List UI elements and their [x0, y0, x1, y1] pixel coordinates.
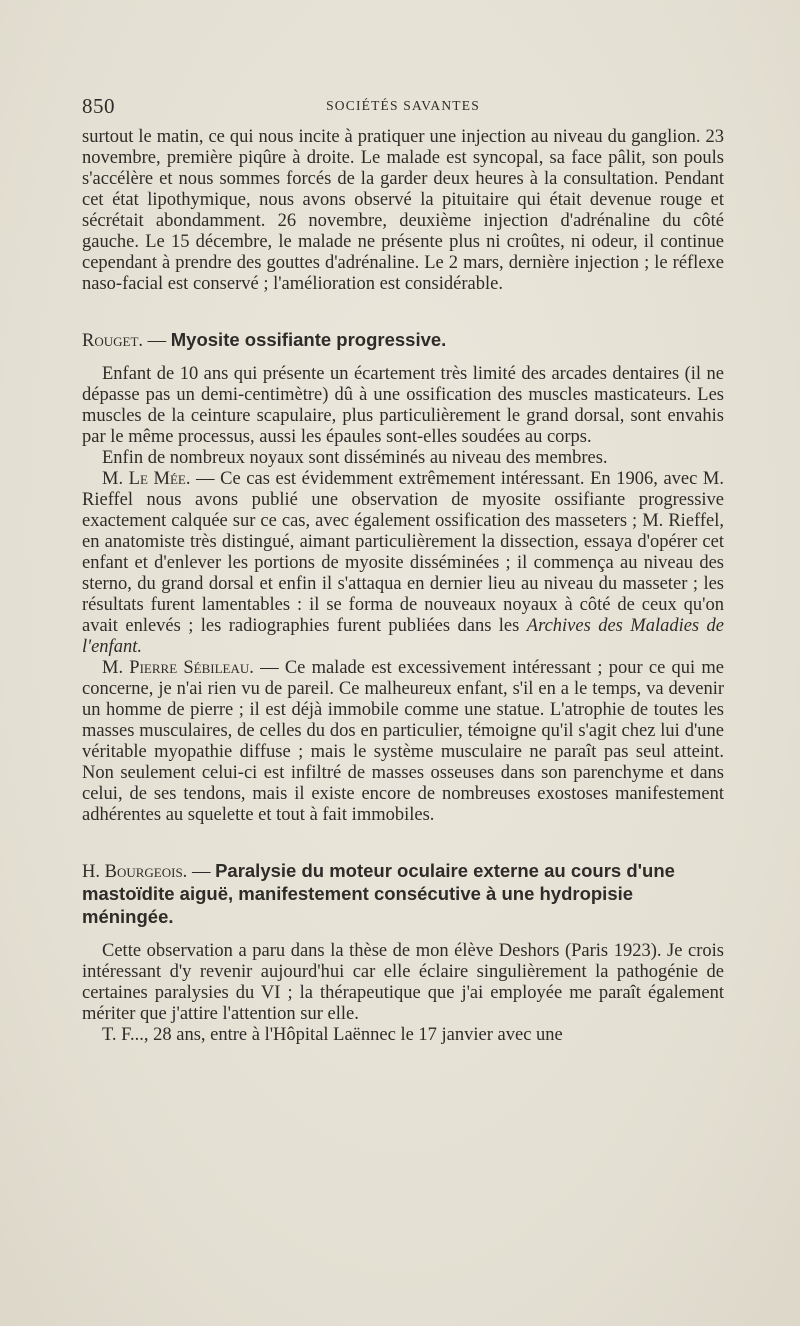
speaker-name: Pierre Sébileau. [129, 658, 254, 678]
section-title: Myosite ossifiante progressive. [170, 329, 447, 350]
section-heading-paralysie [82, 860, 724, 929]
paragraph-sebileau [82, 658, 724, 826]
page-number: 850 [82, 94, 115, 118]
page-header [82, 94, 724, 116]
section-heading-myosite [82, 329, 724, 352]
paragraph-observation: Cette observation a paru dans la thèse de mon élève Deshors (Paris 1923). Je crois intéressant d'y revenir aujourd'hui car elle éclaire singulièrement la pathogénie de certaines paralysies du VI ; la thérapeutique que j'ai employée me paraît également mériter que j'attire l'attention sur elle. [82, 941, 724, 1024]
speaker-prefix: M. [102, 658, 130, 678]
page-body [82, 127, 724, 1046]
continued-paragraph: surtout le matin, ce qui nous incite à pratiquer une injection au niveau du ganglion. 23 novembre, première piqûre à droite. Le malade est syncopal, sa face pâlit, son pouls s'accélère et nous sommes forcés de la garder deux heures à la consultation. Pendant cet état lipothymique, nous avons observé la pituitaire qui était devenue rouge et sécrétait abondamment. 26 novembre, deuxième injection d'adrénaline du côté gauche. Le 15 décembre, le malade ne présente plus ni croûtes, ni odeur, il continue cependant à prendre des gouttes d'adrénaline. Le 2 mars, dernière injection ; le réflexe naso-facial est conservé ; l'amélioration est considérable. [82, 127, 724, 294]
paragraph-noyaux: Enfin de nombreux noyaux sont disséminés au niveau des membres. [102, 448, 608, 468]
heading-dash: — [143, 331, 171, 351]
section-title: Paralysie du moteur oculaire externe au cours d'une mastoïdite aiguë, manifestement consécutive à une hydropisie méningée. [82, 860, 675, 927]
section-author: H. Bourgeois. [82, 862, 188, 882]
speaker-prefix: M. [102, 469, 129, 489]
speaker-text: — Ce cas est évidemment extrêmement intéressant. En 1906, avec M. Rieffel nous avons publié une observation de myosite ossifiante progressive exactement calquée sur ce cas, avec également ossification des masseters ; M. Rieffel, en anatomiste très distingué, aimant particulièrement la dissection, essaya d'opérer cet enfant et d'enlever les portions de myosite disséminées ; il commença au niveau des sterno, du grand dorsal et enfin il s'attaqua en dernier lieu au niveau du masseter ; les résultats furent lamentables : il se forma de nouveaux noyaux à côté de ceux qu'on avait enlevés ; les radiographies furent publiées dans les [82, 469, 725, 636]
heading-dash: — [187, 862, 216, 882]
paragraph-case-description: Enfant de 10 ans qui présente un écartement très limité des arcades dentaires (il ne dépasse pas un demi-centimètre) dû à une ossification des muscles masticateurs. Les muscles de la ceinture scapulaire, plus particulièrement le grand dorsal, sont envahis par le même processus, aussi les épaules sont-elles soudées au corps. [82, 364, 724, 447]
section-author: Rouget. [82, 331, 144, 351]
speaker-name: Le Mée. [128, 469, 191, 489]
speaker-text: — Ce malade est excessivement intéressant ; pour ce qui me concerne, je n'ai rien vu de pareil. Ce malheureux enfant, s'il en a le temps, va devenir un homme de pierre ; il est déjà immobile comme une statue. L'atrophie de toutes les masses musculaires, de celles du dos en particulier, témoigne qu'il s'agit chez lui d'une véritable myopathie diffuse ; mais le système musculaire ne paraît pas seul atteint. Non seulement celui-ci est infiltré de masses osseuses dans son parenchyme et dans celui, de ses tendons, mais il existe encore de nombreuses exostoses manifestement adhérentes au squelette et tout à fait immobiles. [82, 658, 724, 825]
paragraph-patient: T. F..., 28 ans, entre à l'Hôpital Laënnec le 17 janvier avec une [102, 1025, 563, 1045]
journal-title: Archives des Maladies de l'enfant. [82, 616, 724, 657]
paragraph-le-mee [82, 469, 724, 658]
running-head: SOCIÉTÉS SAVANTES [326, 98, 480, 113]
